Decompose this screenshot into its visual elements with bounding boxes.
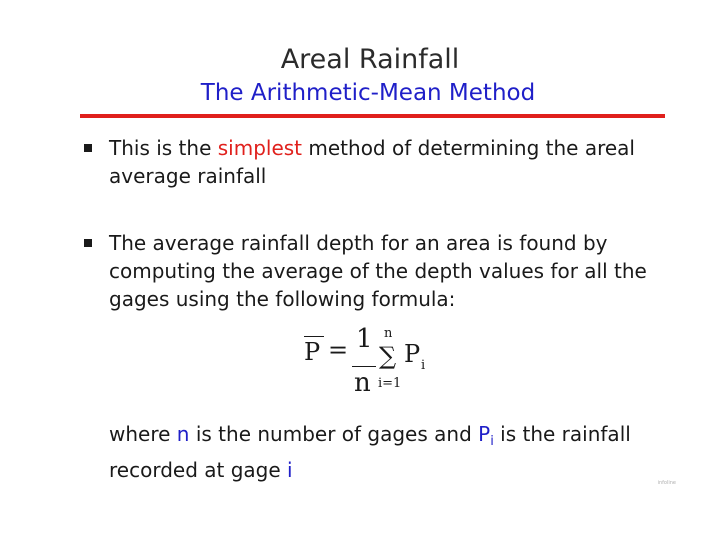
fraction-bar	[352, 366, 376, 367]
var-i: i	[287, 458, 293, 482]
formula-numerator: 1	[356, 324, 373, 354]
sigma-icon: ∑	[379, 342, 397, 370]
bullet1-text-start: This is the	[109, 136, 218, 160]
sum-upper-limit: n	[384, 326, 393, 341]
var-n: n	[176, 422, 190, 446]
corner-watermark: infoline	[657, 480, 676, 486]
formula-equals: =	[328, 336, 349, 364]
formula-p-bar: P	[304, 338, 321, 366]
var-p: P	[478, 422, 491, 446]
slide-subtitle: The Arithmetic-Mean Method	[200, 80, 536, 106]
formula-explanation	[109, 420, 669, 484]
bullet-text-2: The average rainfall depth for an area is found by computing the average of the depth values for all the gages using the following formula:	[109, 231, 647, 311]
p-bar	[304, 336, 324, 337]
bullet-square-icon	[84, 239, 92, 247]
slide-title: Areal Rainfall	[280, 44, 460, 75]
var-p-subscript: i	[490, 434, 494, 449]
bullet-square-icon	[84, 144, 92, 152]
formula-term-subscript: i	[421, 358, 426, 373]
arithmetic-mean-formula	[300, 324, 440, 416]
sum-lower-limit: i=1	[378, 376, 402, 391]
formula-denominator: n	[354, 368, 371, 398]
where-text-1: where	[109, 422, 177, 446]
where-text-2: is the number of gages and	[189, 422, 479, 446]
formula-term: P	[404, 340, 421, 368]
bullet-text-1	[109, 134, 669, 190]
where-text-3: is the rainfall recorded at gage	[109, 422, 631, 482]
highlight-simplest: simplest	[217, 136, 303, 160]
bullet1-text-end: method of determining the areal average rainfall	[109, 136, 635, 188]
title-divider	[80, 114, 665, 118]
